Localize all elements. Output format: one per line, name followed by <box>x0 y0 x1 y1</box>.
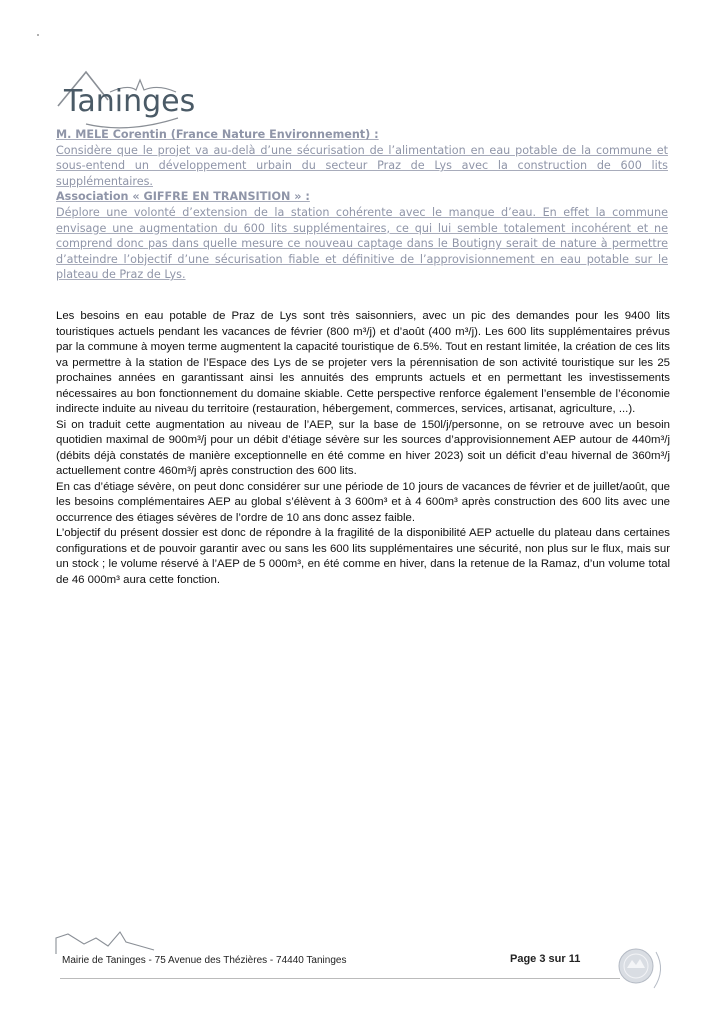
response-body <box>56 309 670 588</box>
comment-text-1: Considère que le projet va au-delà d’une sécurisation de l’alimentation en eau potable de la commune et sous-entend un développement urbain du secteur Praz de Lys avec la construction de 600 lits supplémentaires. <box>56 143 668 188</box>
scan-speck <box>37 34 39 36</box>
paragraph-2: Si on traduit cette augmentation au niveau de l’AEP, sur la base de 150l/j/personne, on se retrouve avec un besoin quotidien maximal de 900m³/j pour un débit d’étiage sévère sur les sources d’approvisionnement AEP autour de 440m³/j (débits déjà constatés de manière exceptionnelle en été comme en hiver 2023) soit un déficit d’eau hivernal de 360m³/j actuellement contre 460m³/j après construction des 600 lits. <box>56 418 670 477</box>
page-number: Page 3 sur 11 <box>510 953 581 965</box>
footer-mountain-icon <box>50 928 160 956</box>
commune-seal-icon <box>616 944 668 996</box>
comment-text-2: Déplore une volonté d’extension de la station cohérente avec le manque d’eau. En effet la commune envisage une augmentation du 600 lits supplémentaires, ce qui lui semble totalement incohérent et ne comprend donc pas dans quelle mesure ce nouveau captage dans le Boutigny serait de nature à permettre d’atteindre l’objectif d’une sécurisation fiable et définitive de l’approvisionnement en eau potable sur le plateau de Praz de Lys. <box>56 205 668 282</box>
paragraph-1: Les besoins en eau potable de Praz de Lys sont très saisonniers, avec un pic des demandes pour les 9400 lits touristiques actuels pendant les vacances de février (800 m³/j) et d’août (400 m³/j). Les 600 lits supplémentaires prévus par la commune à moyen terme augmentent la capacité touristique de 6.5%. Tout en restant limitée, la création de ces lits va permettre à la station de l’Espace des Lys de se projeter vers la pérennisation de son activité touristique sur les 25 prochaines années en garantissant ainsi les annuités des emprunts actuels et en permettant les investissements nécessaires au bon fonctionnement du domaine skiable. Cette perspective renforce également l’ensemble de l’économie indirecte induite au niveau du territoire (restauration, hébergement, commerces, services, artisanat, agriculture, ...). <box>56 310 670 415</box>
footer-rule <box>60 978 620 979</box>
quoted-comments <box>56 127 668 283</box>
comment-author-1: M. MELE Corentin (France Nature Environnement) : <box>56 128 379 141</box>
paragraph-3: En cas d’étiage sévère, on peut donc considérer sur une période de 10 jours de vacances de février et de juillet/août, que les besoins complémentaires AEP au global s’élèvent à 3 600m³ et à 4 600m³ après construction des 600 lits avec une occurrence des étiages sévères de l’ordre de 10 ans donc assez faible. <box>56 480 670 524</box>
taninges-logo <box>48 62 198 132</box>
paragraph-4: L’objectif du présent dossier est donc de répondre à la fragilité de la disponibilité AEP actuelle du plateau dans certaines configurations et de pouvoir garantir avec ou sans les 600 lits supplémentaires une sécurité, non plus sur le flux, mais sur un stock ; le volume réservé à l’AEP de 5 000m³, en été comme en hiver, dans la retenue de la Ramaz, d’un volume total de 46 000m³ aura cette fonction. <box>56 527 670 586</box>
footer-address: Mairie de Taninges - 75 Avenue des Thézières - 74440 Taninges <box>62 955 347 966</box>
logo-wordmark: Taninges <box>64 84 196 119</box>
comment-author-2: Association « GIFFRE EN TRANSITION » : <box>56 190 310 204</box>
